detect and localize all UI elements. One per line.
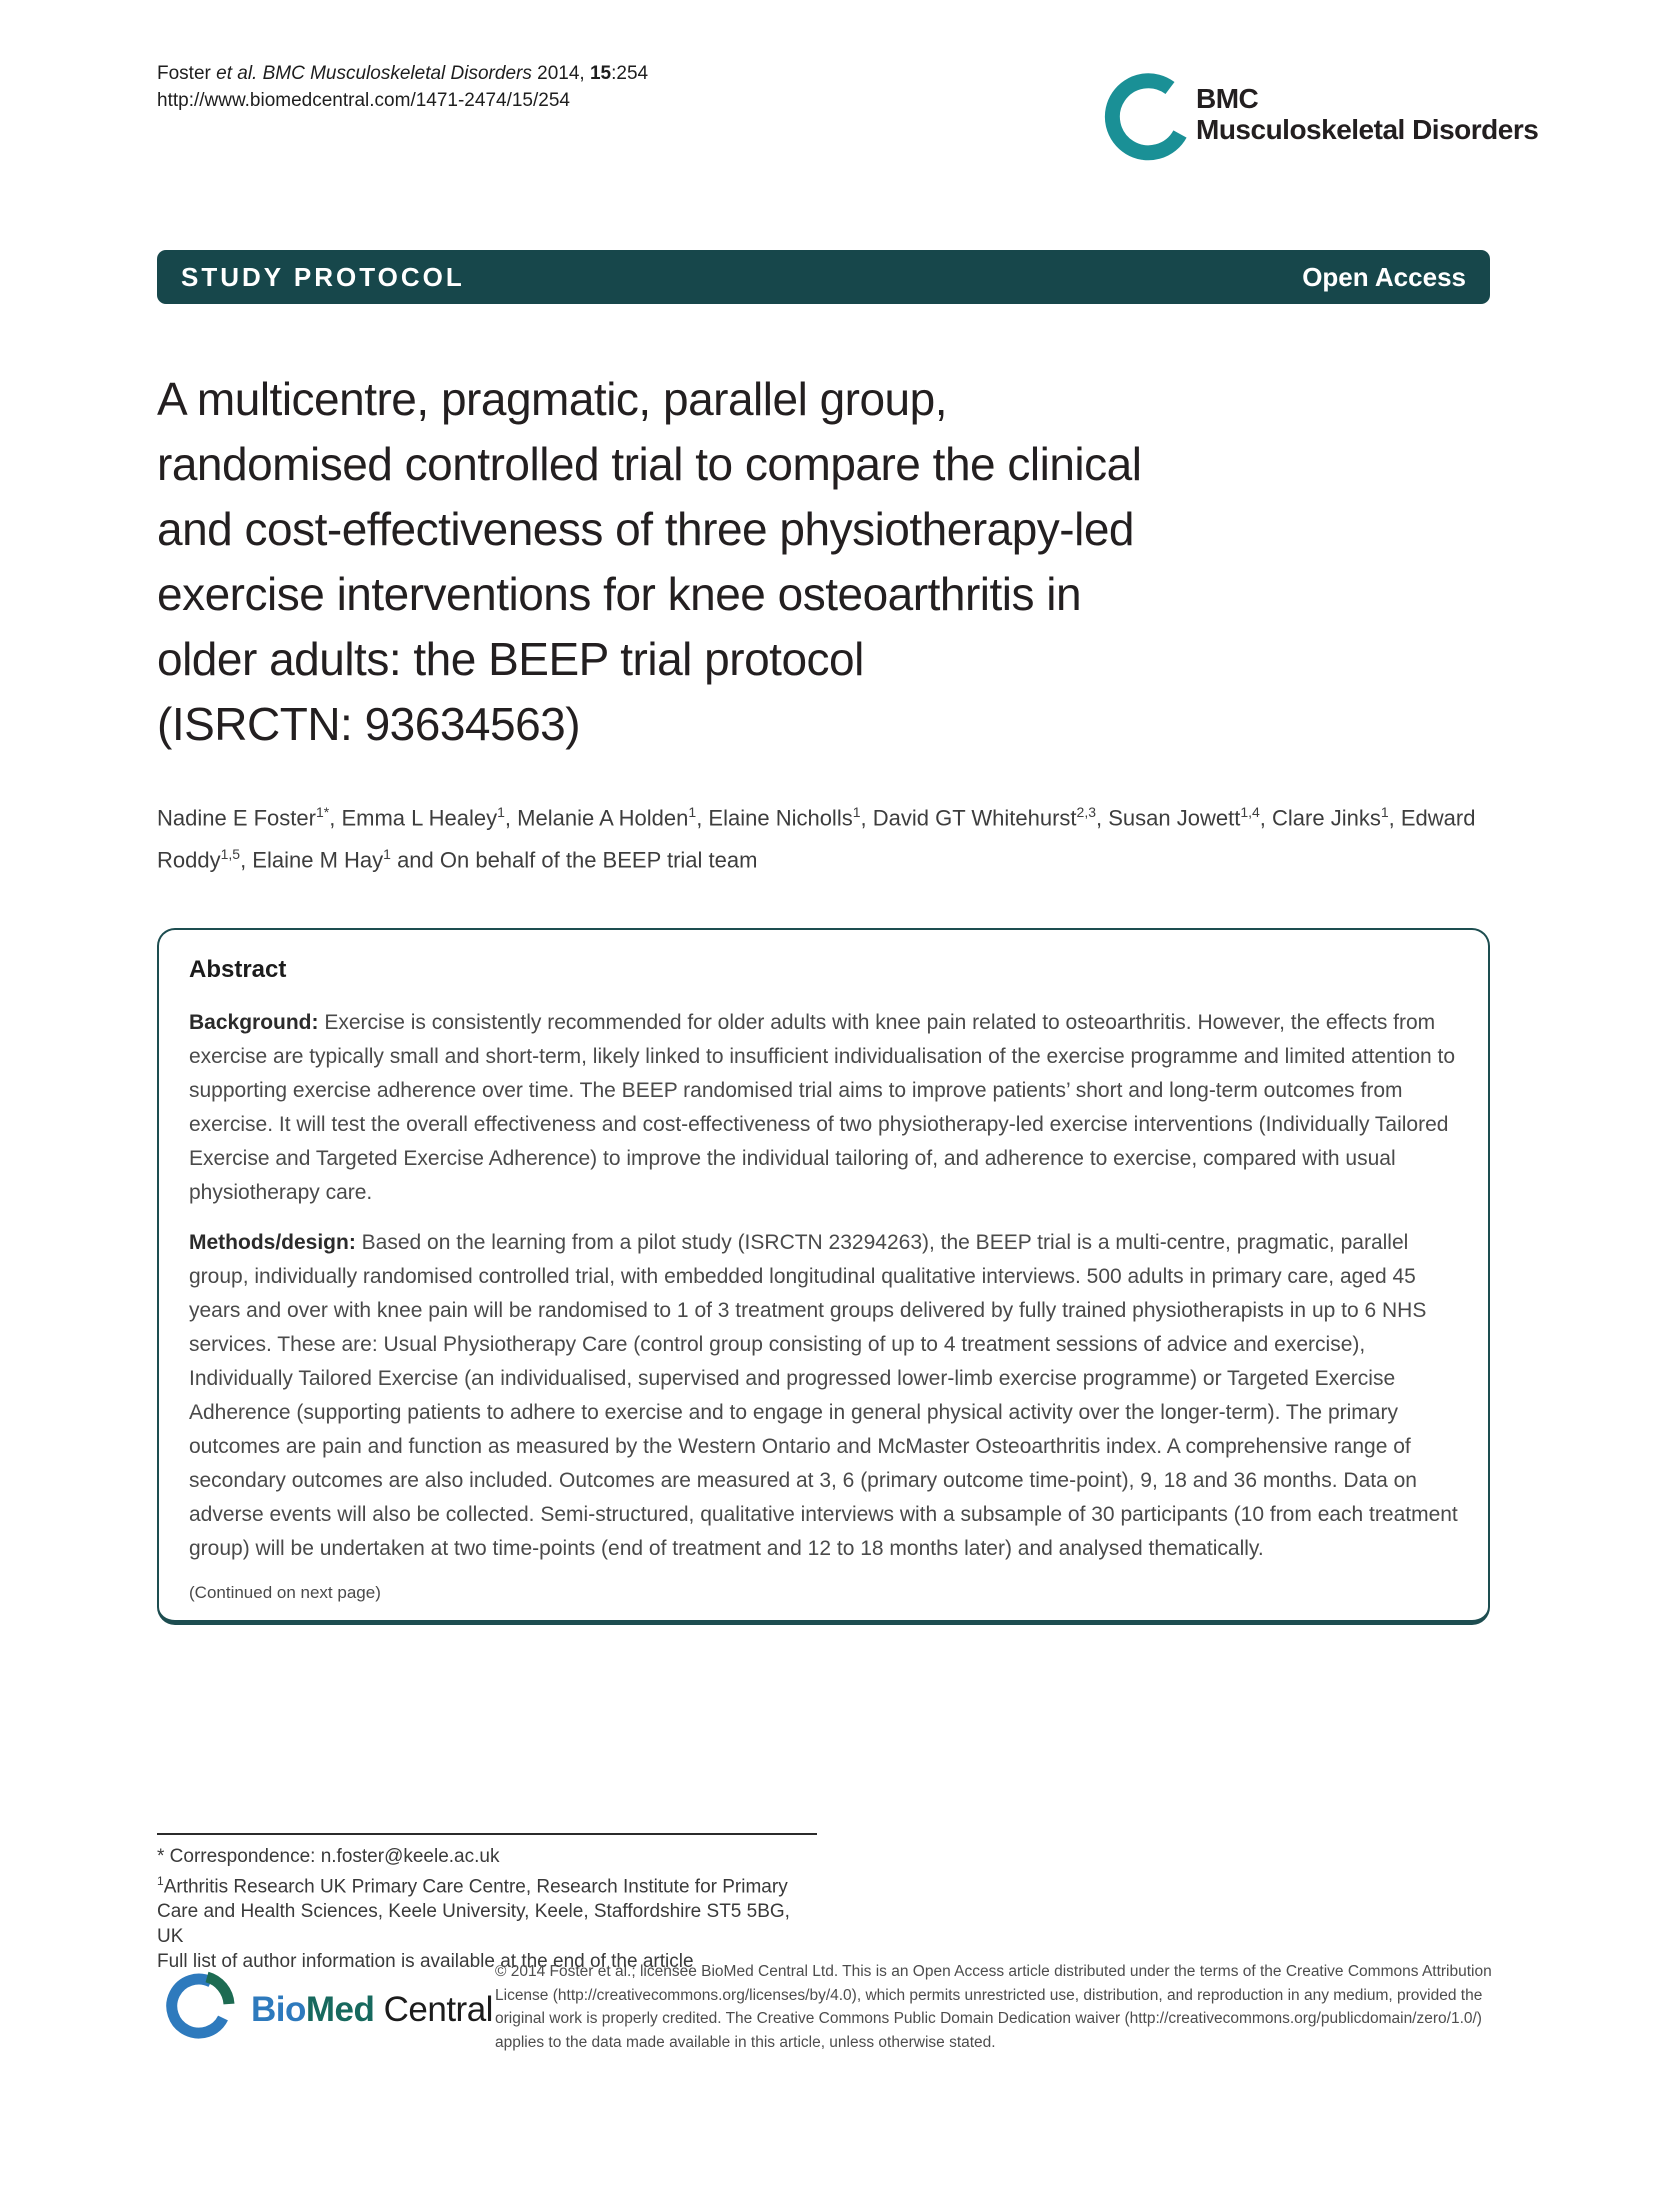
- title-line: randomised controlled trial to compare the clinical: [157, 437, 1142, 490]
- biomed-central-wordmark: [251, 1990, 493, 2030]
- author-affiliation-sup: 1: [497, 804, 505, 820]
- citation-volume: 15: [589, 63, 612, 84]
- author-list: Nadine E Foster$^{1*}$, Emma L Healey$^1$, Melanie A Holden$^1$, Elaine Nicholls$^1$, David GT Whitehurst$^{2,3}$, Susan Jowett$^{1,4}$, Clare Jinks$^1$, Edward Roddy$^{1,5}$, Elaine M Hay$^1$ and On behalf of the BEEP trial team: [157, 804, 1476, 873]
- author-name: Emma L Healey: [341, 805, 498, 831]
- affiliation-sup: 1: [157, 1874, 164, 1888]
- methods-label: Methods/design:: [189, 1231, 356, 1254]
- journal-logo-text: [1196, 84, 1538, 146]
- methods-text: Based on the learning from a pilot study (ISRCTN 23294263), the BEEP trial is a multi-centre, pragmatic, parallel group, individually randomised controlled trial, with embedded longitudinal qualitative interviews. 500 adults in primary care, aged 45 years and over with knee pain will be randomised to 1 of 3 treatment groups delivered by fully trained physiotherapists in up to 6 NHS services. These are: Usual Physiotherapy Care (control group consisting of up to 4 treatment sessions of advice and exercise), Individually Tailored Exercise (an individualised, supervised and progressed lower-limb exercise programme) or Targeted Exercise Adherence (supporting patients to adhere to exercise and to engage in general physical activity over the longer-term). The primary outcomes are pain and function as measured by the Western Ontario and McMaster Osteoarthritis index. A comprehensive range of secondary outcomes are also included. Outcomes are measured at 3, 6 (primary outcome time-point), 9, 18 and 36 months. Data on adverse events will also be collected. Semi-structured, qualitative interviews with a subsample of 30 participants (10 from each treatment group) will be undertaken at two time-points (end of treatment and 12 to 18 months later) and analysed thematically.: [189, 1231, 1458, 1560]
- author-affiliation-sup: 1: [1380, 804, 1389, 820]
- abstract-background-paragraph: [189, 1006, 1458, 1210]
- biomed-central-circle-icon: [157, 1970, 237, 2050]
- author-name: David GT Whitehurst: [872, 805, 1077, 831]
- continued-note: (Continued on next page): [189, 1583, 381, 1602]
- background-text: Exercise is consistently recommended for older adults with knee pain related to osteoarthritis. However, the effects from exercise are typically small and short-term, likely linked to insufficient individualisation of the exercise programme and limited attention to supporting exercise adherence over time. The BEEP randomised trial aims to improve patients’ short and long-term outcomes from exercise. It will test the overall effectiveness and cost-effectiveness of two physiotherapy-led exercise interventions (Individually Tailored Exercise and Targeted Exercise Adherence) to improve the individual tailoring of, and adherence to exercise, compared with usual physiotherapy care.: [189, 1011, 1456, 1204]
- citation-journal: et al. BMC Musculoskeletal Disorders: [216, 63, 532, 84]
- citation-line: [157, 60, 648, 87]
- author-affiliation-sup: 1,4: [1240, 804, 1260, 820]
- title-line: older adults: the BEEP trial protocol: [157, 632, 864, 685]
- study-protocol-banner: [157, 250, 1490, 304]
- background-label: Background:: [189, 1011, 319, 1034]
- logo-bio: Bio: [251, 1990, 306, 2029]
- title-line: (ISRCTN: 93634563): [157, 697, 581, 750]
- header-citation: [157, 60, 648, 114]
- citation-year: 2014,: [531, 63, 590, 84]
- citation-pages: :254: [611, 63, 649, 84]
- footnote-block: [157, 1833, 817, 1974]
- author-info-note: Full list of author information is available at the end of the article: [157, 1951, 694, 1973]
- author-name: Elaine M Hay: [252, 847, 384, 873]
- page-footer: [157, 1960, 1497, 2054]
- author-affiliation-sup: 1: [852, 804, 861, 820]
- author-affiliation-sup: 1: [383, 846, 391, 863]
- logo-med: Med: [305, 1990, 375, 2029]
- abstract-methods-paragraph: [189, 1226, 1458, 1566]
- article-title: [157, 367, 1497, 757]
- author-name: Clare Jinks: [1272, 805, 1381, 831]
- correspondence-note: * Correspondence: n.foster@keele.ac.uk: [157, 1846, 500, 1867]
- article-type-label: STUDY PROTOCOL: [181, 261, 465, 292]
- bmc-arc-icon: [1100, 72, 1196, 168]
- title-line: exercise interventions for knee osteoarthritis in: [157, 567, 1082, 620]
- author-name: Nadine E Foster: [157, 805, 316, 831]
- affiliation-text: Arthritis Research UK Primary Care Centre, Research Institute for Primary Care and Health Sciences, Keele University, Keele, Staffordshire ST5 5BG, UK: [157, 1876, 790, 1948]
- title-line: and cost-effectiveness of three physiotherapy-led: [157, 502, 1135, 555]
- journal-logo-line1: BMC: [1196, 83, 1259, 114]
- abstract-heading: Abstract: [189, 956, 287, 983]
- author-name: Susan Jowett: [1108, 805, 1241, 831]
- author-affiliation-sup: 1: [688, 804, 697, 820]
- citation-url: http://www.biomedcentral.com/1471-2474/15/254: [157, 90, 570, 111]
- author-name: and On behalf of the BEEP trial team: [397, 847, 758, 873]
- author-name: Elaine Nicholls: [708, 805, 853, 831]
- journal-logo: [1100, 58, 1539, 178]
- author-affiliation-sup: 1*: [315, 804, 330, 820]
- logo-central: Central: [374, 1990, 493, 2029]
- open-access-label: Open Access: [1302, 261, 1466, 292]
- author-affiliation-sup: 1,5: [220, 846, 241, 863]
- affiliation-note: [157, 1869, 817, 1949]
- citation-author: Foster: [157, 63, 217, 84]
- journal-logo-line2: Musculoskeletal Disorders: [1196, 114, 1539, 145]
- author-name: Melanie A Holden: [517, 805, 689, 831]
- abstract-box: [157, 928, 1490, 1625]
- license-text: © 2014 Foster et al.; licensee BioMed Central Ltd. This is an Open Access article distributed under the terms of the Creative Commons Attribution License (http://creativecommons.org/licenses/by/4.0), which permits unrestricted use, distribution, and reproduction in any medium, provided the original work is properly credited. The Creative Commons Public Domain Dedication waiver (http://creativecommons.org/publicdomain/zero/1.0/) applies to the data made available in this article, unless otherwise stated.: [495, 1963, 1492, 2051]
- author-name: Edward Roddy: [157, 805, 1476, 873]
- biomed-central-logo: [157, 1960, 495, 2050]
- author-affiliation-sup: 2,3: [1076, 804, 1096, 820]
- title-line: A multicentre, pragmatic, parallel group,: [157, 372, 948, 425]
